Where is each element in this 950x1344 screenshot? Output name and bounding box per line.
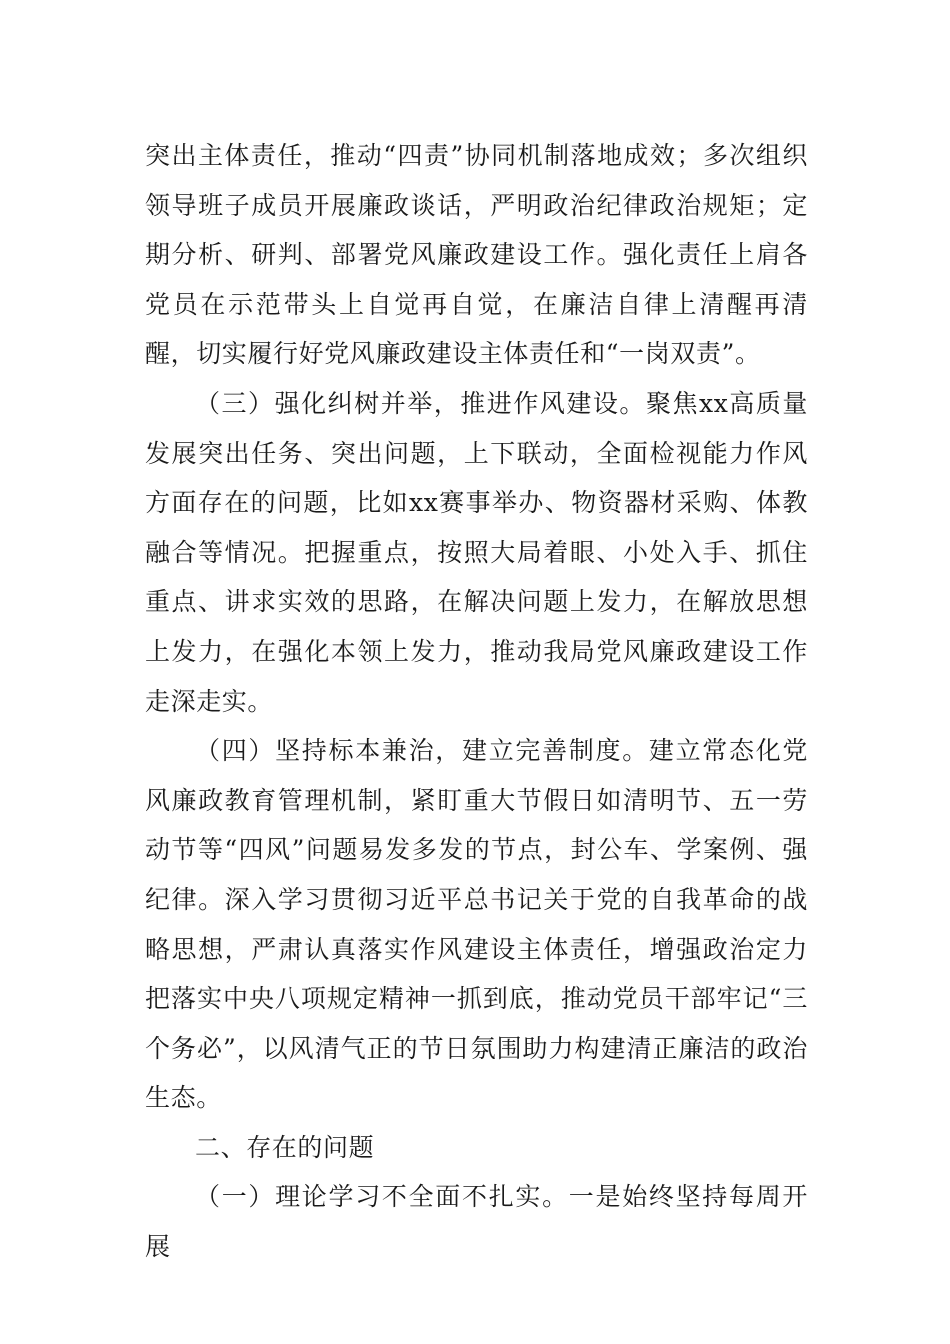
document-body <box>145 131 808 1272</box>
paragraph-section-three: （三）强化纠树并举，推进作风建设。聚焦xx高质量发展突出任务、突出问题，上下联动，全面检视能力作风方面存在的问题，比如xx赛事举办、物资器材采购、体教融合等情况。把握重点，按照大局着眼、小处入手、抓住重点、讲求实效的思路，在解决问题上发力，在解放思想上发力，在强化本领上发力，推动我局党风廉政建设工作走深走实。 <box>145 388 808 716</box>
paragraph-problem-one: （一）理论学习不全面不扎实。一是始终坚持每周开展 <box>145 1182 808 1262</box>
paragraph-section-four: （四）坚持标本兼治，建立完善制度。建立常态化党风廉政教育管理机制，紧盯重大节假日如清明节、五一劳动节等“四风”问题易发多发的节点，封公车、学案例、强纪律。深入学习贯彻习近平总书记关于党的自我革命的战略思想，严肃认真落实作风建设主体责任，增强政治定力把落实中央八项规定精神一抓到底，推动党员干部牢记“三个务必”，以风清气正的节日氛围助力构建清正廉洁的政治生态。 <box>145 736 808 1113</box>
section-heading-problems: 二、存在的问题 <box>195 1132 375 1162</box>
paragraph-continuation: 突出主体责任，推动“四责”协同机制落地成效；多次组织领导班子成员开展廉政谈话，严明政治纪律政治规矩；定期分析、研判、部署党风廉政建设工作。强化责任上肩各党员在示范带头上自觉再自觉，在廉洁自律上清醒再清醒，切实履行好党风廉政建设主体责任和“一岗双责”。 <box>145 141 808 369</box>
